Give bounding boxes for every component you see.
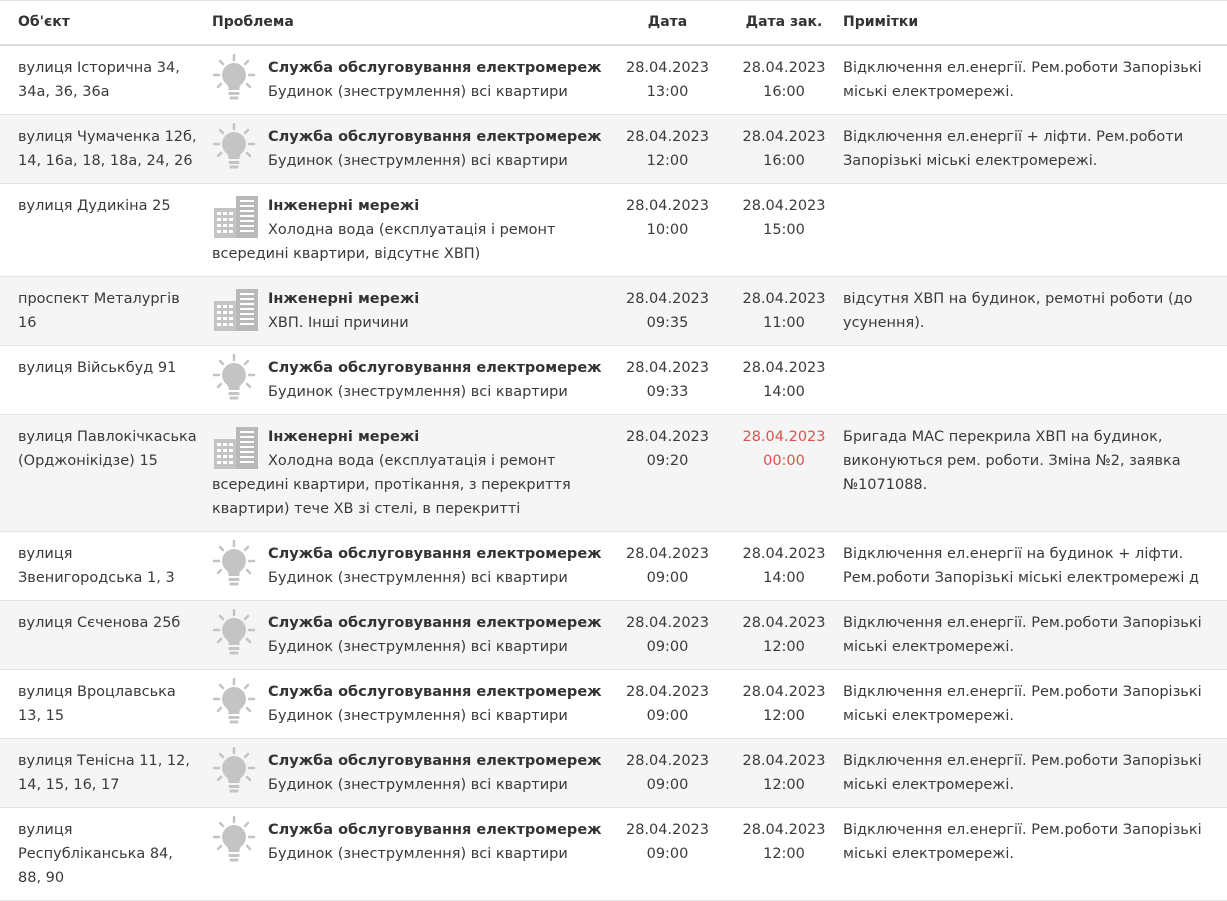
close-time: 14:00	[763, 569, 805, 586]
header-row	[0, 1, 1227, 45]
building-icon	[212, 192, 262, 240]
problem-description: Будинок (знеструмлення) всі квартири	[268, 383, 568, 400]
problem-cell	[208, 738, 606, 807]
start-date: 28.04.2023	[625, 683, 710, 700]
problem-cell	[208, 276, 606, 345]
note-cell: Відключення ел.енергії. Рем.роботи Запорізькі міські електромережі.	[843, 614, 1202, 655]
start-time: 12:00	[646, 152, 689, 169]
table-row-10[interactable]	[0, 738, 1227, 807]
close-time: 16:00	[763, 83, 805, 100]
close-date-cell	[729, 276, 839, 345]
problem-cell	[208, 600, 606, 669]
start-date-cell	[606, 345, 729, 414]
note-cell	[839, 345, 1227, 414]
service-name: Інженерні мережі	[268, 290, 420, 307]
table-row-6[interactable]	[0, 414, 1227, 531]
problem-description: Будинок (знеструмлення) всі квартири	[268, 152, 568, 169]
start-time: 09:00	[646, 845, 689, 862]
close-date-cell	[729, 531, 839, 600]
close-time: 12:00	[763, 707, 805, 724]
start-date: 28.04.2023	[625, 128, 710, 145]
table-row-7[interactable]	[0, 531, 1227, 600]
service-name: Служба обслуговування електромереж	[268, 752, 602, 769]
start-date-cell	[606, 600, 729, 669]
table-row-1[interactable]	[0, 45, 1227, 115]
close-date: 28.04.2023	[742, 428, 826, 445]
service-name: Служба обслуговування електромереж	[268, 128, 602, 145]
object-address: вулиця Вроцлавська 13, 15	[18, 683, 176, 724]
start-date-cell	[606, 669, 729, 738]
table-body	[0, 45, 1227, 901]
close-date-cell	[729, 669, 839, 738]
object-address: вулиця Тенісна 11, 12, 14, 15, 16, 17	[18, 752, 190, 793]
service-name: Інженерні мережі	[268, 197, 420, 214]
problem-description: Будинок (знеструмлення) всі квартири	[268, 83, 568, 100]
start-date-cell	[606, 807, 729, 900]
close-date-cell	[729, 114, 839, 183]
close-time: 14:00	[763, 383, 805, 400]
service-name: Інженерні мережі	[268, 428, 420, 445]
start-date-cell	[606, 276, 729, 345]
close-time: 15:00	[763, 221, 805, 238]
close-date-cell	[729, 414, 839, 531]
start-time: 09:00	[646, 638, 689, 655]
start-date: 28.04.2023	[625, 545, 710, 562]
close-time: 16:00	[763, 152, 805, 169]
object-address: вулиця Чумаченка 12б, 14, 16а, 18, 18а, 24, 26	[18, 128, 197, 169]
object-address: вулиця Дудикіна 25	[18, 197, 171, 214]
note-cell: Відключення ел.енергії + ліфти. Рем.роботи Запорізькі міські електромережі.	[843, 128, 1184, 169]
close-date: 28.04.2023	[742, 614, 826, 631]
problem-description: Будинок (знеструмлення) всі квартири	[268, 569, 568, 586]
problem-description: Будинок (знеструмлення) всі квартири	[268, 707, 568, 724]
problem-cell	[208, 669, 606, 738]
start-time: 10:00	[646, 221, 689, 238]
table-row-9[interactable]	[0, 669, 1227, 738]
header-date[interactable]: Дата	[647, 14, 688, 31]
table-row-5[interactable]	[0, 345, 1227, 414]
table-header	[0, 1, 1227, 45]
close-date-cell	[729, 807, 839, 900]
object-address: вулиця Військбуд 91	[18, 359, 177, 376]
service-name: Служба обслуговування електромереж	[268, 59, 602, 76]
problem-cell	[208, 807, 606, 900]
start-date-cell	[606, 414, 729, 531]
close-date-cell	[729, 600, 839, 669]
problem-cell	[208, 345, 606, 414]
table-row-3[interactable]	[0, 183, 1227, 276]
close-date-cell	[729, 45, 839, 115]
object-address: вулиця Сєченова 25б	[18, 614, 181, 631]
problem-cell	[208, 183, 606, 276]
close-date: 28.04.2023	[742, 290, 826, 307]
start-time: 09:35	[646, 314, 689, 331]
start-time: 09:20	[646, 452, 689, 469]
lightbulb-icon	[212, 609, 262, 657]
start-date: 28.04.2023	[625, 59, 710, 76]
problem-description: Холодна вода (експлуатація і ремонт всередині квартири, протікання, з перекриття квартири) тече ХВ зі стелі, в перекритті	[212, 452, 571, 517]
service-name: Служба обслуговування електромереж	[268, 359, 602, 376]
start-date-cell	[606, 183, 729, 276]
note-cell: Відключення ел.енергії. Рем.роботи Запорізькі міські електромережі.	[843, 821, 1202, 862]
lightbulb-icon	[212, 123, 262, 171]
close-date-cell	[729, 345, 839, 414]
close-date: 28.04.2023	[742, 197, 826, 214]
note-cell: Бригада МАС перекрила ХВП на будинок, виконуються рем. роботи. Зміна №2, заявка №1071088.	[843, 428, 1181, 493]
table-row-8[interactable]	[0, 600, 1227, 669]
start-date: 28.04.2023	[625, 197, 710, 214]
header-close-date[interactable]: Дата зак.	[745, 14, 823, 31]
header-problem[interactable]: Проблема	[212, 14, 294, 31]
start-date: 28.04.2023	[625, 290, 710, 307]
problem-description: Холодна вода (експлуатація і ремонт всередині квартири, відсутнє ХВП)	[212, 221, 556, 262]
start-time: 09:33	[646, 383, 689, 400]
problem-description: Будинок (знеструмлення) всі квартири	[268, 776, 568, 793]
lightbulb-icon	[212, 54, 262, 102]
close-time: 11:00	[763, 314, 805, 331]
note-cell	[839, 531, 1227, 600]
start-date-cell	[606, 114, 729, 183]
close-time: 12:00	[763, 845, 805, 862]
start-date: 28.04.2023	[625, 614, 710, 631]
close-time: 12:00	[763, 776, 805, 793]
start-date: 28.04.2023	[625, 359, 710, 376]
close-date: 28.04.2023	[742, 821, 826, 838]
start-date: 28.04.2023	[625, 428, 710, 445]
start-date: 28.04.2023	[625, 821, 710, 838]
close-date: 28.04.2023	[742, 545, 826, 562]
building-icon	[212, 423, 262, 471]
start-date-cell	[606, 45, 729, 115]
close-time: 12:00	[763, 638, 805, 655]
note-cell: Відключення ел.енергії. Рем.роботи Запорізькі міські електромережі.	[843, 59, 1202, 100]
table-row-2[interactable]	[0, 114, 1227, 183]
object-address: вулиця Звенигородська 1, 3	[18, 545, 175, 586]
close-date: 28.04.2023	[742, 683, 826, 700]
close-date: 28.04.2023	[742, 59, 826, 76]
problem-description: ХВП. Інші причини	[268, 314, 409, 331]
note-cell	[839, 183, 1227, 276]
note-line-2: Рем.роботи Запорізькі міські електромережі д	[843, 569, 1199, 586]
start-time: 13:00	[646, 83, 689, 100]
note-cell: відсутня ХВП на будинок, ремотні роботи (до усунення).	[843, 290, 1193, 331]
problem-cell	[208, 531, 606, 600]
start-date-cell	[606, 531, 729, 600]
note-cell: Відключення ел.енергії. Рем.роботи Запорізькі міські електромережі.	[843, 683, 1202, 724]
lightbulb-icon	[212, 354, 262, 402]
lightbulb-icon	[212, 816, 262, 864]
close-date-cell	[729, 738, 839, 807]
service-name: Служба обслуговування електромереж	[268, 545, 602, 562]
object-address: вулиця Історична 34, 34а, 36, 36а	[18, 59, 180, 100]
service-name: Служба обслуговування електромереж	[268, 683, 602, 700]
start-date: 28.04.2023	[625, 752, 710, 769]
object-address: проспект Металургів 16	[18, 290, 180, 331]
problem-description: Будинок (знеструмлення) всі квартири	[268, 638, 568, 655]
problem-cell	[208, 414, 606, 531]
object-address: вулиця Республіканська 84, 88, 90	[18, 821, 173, 886]
service-name: Служба обслуговування електромереж	[268, 821, 602, 838]
header-object[interactable]: Об'єкт	[18, 14, 70, 31]
close-date: 28.04.2023	[742, 128, 826, 145]
close-date: 28.04.2023	[742, 359, 826, 376]
service-name: Служба обслуговування електромереж	[268, 614, 602, 631]
start-date-cell	[606, 738, 729, 807]
object-address: вулиця Павлокічкаська (Орджонікідзе) 15	[18, 428, 197, 469]
lightbulb-icon	[212, 747, 262, 795]
note-line-1: Відключення ел.енергії на будинок + ліфти.	[843, 545, 1184, 562]
problem-cell	[208, 45, 606, 115]
start-time: 09:00	[646, 776, 689, 793]
close-time: 00:00	[763, 452, 805, 469]
lightbulb-icon	[212, 678, 262, 726]
problem-cell	[208, 114, 606, 183]
close-date: 28.04.2023	[742, 752, 826, 769]
header-notes[interactable]: Примітки	[843, 14, 919, 31]
table-row-11[interactable]	[0, 807, 1227, 900]
problem-description: Будинок (знеструмлення) всі квартири	[268, 845, 568, 862]
building-icon	[212, 285, 262, 333]
close-date-cell	[729, 183, 839, 276]
lightbulb-icon	[212, 540, 262, 588]
table-row-4[interactable]	[0, 276, 1227, 345]
note-cell: Відключення ел.енергії. Рем.роботи Запорізькі міські електромережі.	[843, 752, 1202, 793]
start-time: 09:00	[646, 569, 689, 586]
start-time: 09:00	[646, 707, 689, 724]
